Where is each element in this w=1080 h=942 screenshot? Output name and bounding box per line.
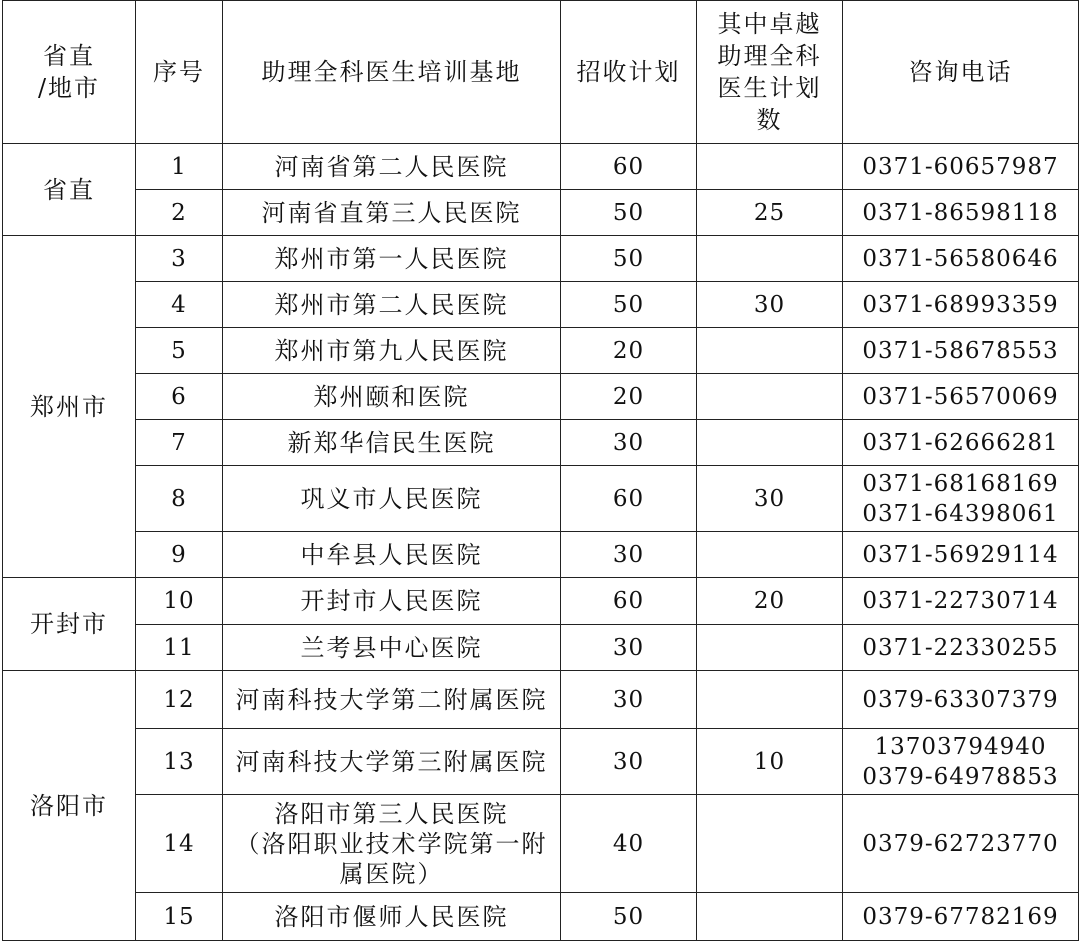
excellent-cell <box>697 420 843 466</box>
base-line: 新郑华信民生医院 <box>287 428 496 457</box>
table-row <box>3 236 1079 282</box>
plan-cell: 60 <box>561 144 697 190</box>
base-line: 河南科技大学第三附属医院 <box>235 747 548 776</box>
phone-cell <box>843 236 1079 282</box>
phone-cell <box>843 328 1079 374</box>
base-line: 属医院） <box>339 859 444 888</box>
excellent-cell <box>697 144 843 190</box>
region-cell: 郑州市 <box>3 236 136 578</box>
seq-cell: 5 <box>136 328 223 374</box>
seq-cell: 13 <box>136 729 223 795</box>
phone-cell <box>843 374 1079 420</box>
phone-cell <box>843 729 1079 795</box>
table-row <box>3 144 1079 190</box>
plan-cell: 30 <box>561 625 697 671</box>
seq-cell: 6 <box>136 374 223 420</box>
header-region-line: /地市 <box>37 74 101 102</box>
base-cell <box>223 282 561 328</box>
phone-cell <box>843 144 1079 190</box>
table-body <box>3 144 1079 941</box>
plan-cell: 20 <box>561 374 697 420</box>
seq-cell: 3 <box>136 236 223 282</box>
phone-line: 0379-62723770 <box>862 830 1059 857</box>
seq-cell: 9 <box>136 532 223 578</box>
table-row <box>3 625 1079 671</box>
plan-cell: 50 <box>561 282 697 328</box>
seq-cell: 8 <box>136 466 223 532</box>
excellent-cell <box>697 374 843 420</box>
base-cell <box>223 625 561 671</box>
phone-line: 0379-63307379 <box>862 686 1059 713</box>
base-line: 洛阳市第三人民医院 <box>274 799 509 828</box>
seq-cell: 10 <box>136 578 223 625</box>
plan-cell: 30 <box>561 532 697 578</box>
excellent-cell: 25 <box>697 190 843 236</box>
seq-cell: 7 <box>136 420 223 466</box>
phone-cell <box>843 532 1079 578</box>
base-line: 开封市人民医院 <box>300 587 483 615</box>
phone-cell <box>843 671 1079 729</box>
base-line: 河南省第二人民医院 <box>274 152 509 181</box>
header-plan: 招收计划 <box>561 1 697 144</box>
header-base: 助理全科医生培训基地 <box>223 1 561 144</box>
excellent-cell <box>697 532 843 578</box>
header-excellent-line: 数 <box>756 106 783 134</box>
base-cell <box>223 144 561 190</box>
phone-line: 0371-56580646 <box>862 245 1059 272</box>
base-line: 郑州市第二人民医院 <box>274 290 509 319</box>
table-row <box>3 795 1079 893</box>
seq-cell: 14 <box>136 795 223 893</box>
table-row <box>3 190 1079 236</box>
phone-cell <box>843 420 1079 466</box>
plan-cell: 50 <box>561 893 697 941</box>
base-cell <box>223 328 561 374</box>
seq-cell: 4 <box>136 282 223 328</box>
base-cell <box>223 466 561 532</box>
hospital-table <box>2 0 1079 941</box>
base-line: 中牟县人民医院 <box>300 540 483 569</box>
excellent-cell <box>697 625 843 671</box>
excellent-cell <box>697 795 843 893</box>
table-row <box>3 532 1079 578</box>
excellent-cell: 10 <box>697 729 843 795</box>
base-line: 郑州市第一人民医院 <box>274 244 509 273</box>
seq-cell: 12 <box>136 671 223 729</box>
seq-cell: 15 <box>136 893 223 941</box>
plan-cell: 40 <box>561 795 697 893</box>
phone-line: 0371-62666281 <box>862 429 1059 456</box>
base-cell <box>223 578 561 625</box>
base-cell <box>223 893 561 941</box>
plan-cell: 60 <box>561 578 697 625</box>
base-line: （洛阳职业技术学院第一附 <box>235 829 548 858</box>
excellent-cell: 30 <box>697 466 843 532</box>
base-line: 巩义市人民医院 <box>300 484 483 513</box>
plan-cell: 30 <box>561 671 697 729</box>
excellent-cell: 30 <box>697 282 843 328</box>
excellent-cell: 20 <box>697 578 843 625</box>
table-row <box>3 282 1079 328</box>
region-cell: 洛阳市 <box>3 671 136 941</box>
header-excellent-line: 医生计划 <box>717 74 822 102</box>
base-cell <box>223 532 561 578</box>
table-row <box>3 893 1079 941</box>
region-cell: 开封市 <box>3 578 136 671</box>
plan-cell: 30 <box>561 420 697 466</box>
base-cell <box>223 671 561 729</box>
table-row <box>3 328 1079 374</box>
table-row <box>3 578 1079 625</box>
base-line: 河南省直第三人民医院 <box>261 198 522 227</box>
header-excellent <box>697 1 843 144</box>
base-line: 河南科技大学第二附属医院 <box>235 685 548 714</box>
phone-cell <box>843 795 1079 893</box>
base-cell <box>223 795 561 893</box>
phone-line: 0371-22330255 <box>862 634 1059 661</box>
base-cell <box>223 420 561 466</box>
phone-line: 0371-56929114 <box>862 541 1059 568</box>
phone-line: 0371-22730714 <box>862 588 1059 614</box>
excellent-cell <box>697 893 843 941</box>
phone-line: 0371-58678553 <box>862 337 1059 364</box>
phone-line: 13703794940 <box>874 733 1047 760</box>
excellent-cell <box>697 236 843 282</box>
phone-line: 0379-64978853 <box>862 763 1059 790</box>
header-excellent-line: 助理全科 <box>717 42 822 70</box>
table-row <box>3 671 1079 729</box>
seq-cell: 11 <box>136 625 223 671</box>
base-line: 郑州市第九人民医院 <box>274 336 509 365</box>
table-row <box>3 466 1079 532</box>
base-cell <box>223 190 561 236</box>
plan-cell: 50 <box>561 190 697 236</box>
region-cell: 省直 <box>3 144 136 236</box>
phone-line: 0371-64398061 <box>862 500 1059 527</box>
plan-cell: 50 <box>561 236 697 282</box>
phone-line: 0371-86598118 <box>862 199 1059 226</box>
header-row <box>3 1 1079 144</box>
base-cell <box>223 729 561 795</box>
header-excellent-line: 其中卓越 <box>717 10 822 38</box>
table-row <box>3 374 1079 420</box>
phone-cell <box>843 578 1079 625</box>
seq-cell: 1 <box>136 144 223 190</box>
phone-line: 0371-56570069 <box>862 383 1059 410</box>
header-seq: 序号 <box>136 1 223 144</box>
phone-line: 0371-68168169 <box>862 470 1059 497</box>
plan-cell: 30 <box>561 729 697 795</box>
header-region <box>3 1 136 144</box>
plan-cell: 20 <box>561 328 697 374</box>
base-line: 郑州颐和医院 <box>313 382 470 411</box>
table-row <box>3 729 1079 795</box>
phone-line: 0371-68993359 <box>862 291 1059 318</box>
phone-cell <box>843 625 1079 671</box>
phone-line: 0379-67782169 <box>862 903 1059 930</box>
seq-cell: 2 <box>136 190 223 236</box>
excellent-cell <box>697 671 843 729</box>
plan-cell: 60 <box>561 466 697 532</box>
base-line: 兰考县中心医院 <box>300 633 483 662</box>
phone-line: 0371-60657987 <box>862 153 1059 180</box>
phone-cell <box>843 893 1079 941</box>
phone-cell <box>843 190 1079 236</box>
base-line: 洛阳市偃师人民医院 <box>274 902 509 931</box>
header-region-line: 省直 <box>43 42 95 70</box>
header-phone: 咨询电话 <box>843 1 1079 144</box>
table-row <box>3 420 1079 466</box>
phone-cell <box>843 466 1079 532</box>
excellent-cell <box>697 328 843 374</box>
base-cell <box>223 374 561 420</box>
phone-cell <box>843 282 1079 328</box>
base-cell <box>223 236 561 282</box>
